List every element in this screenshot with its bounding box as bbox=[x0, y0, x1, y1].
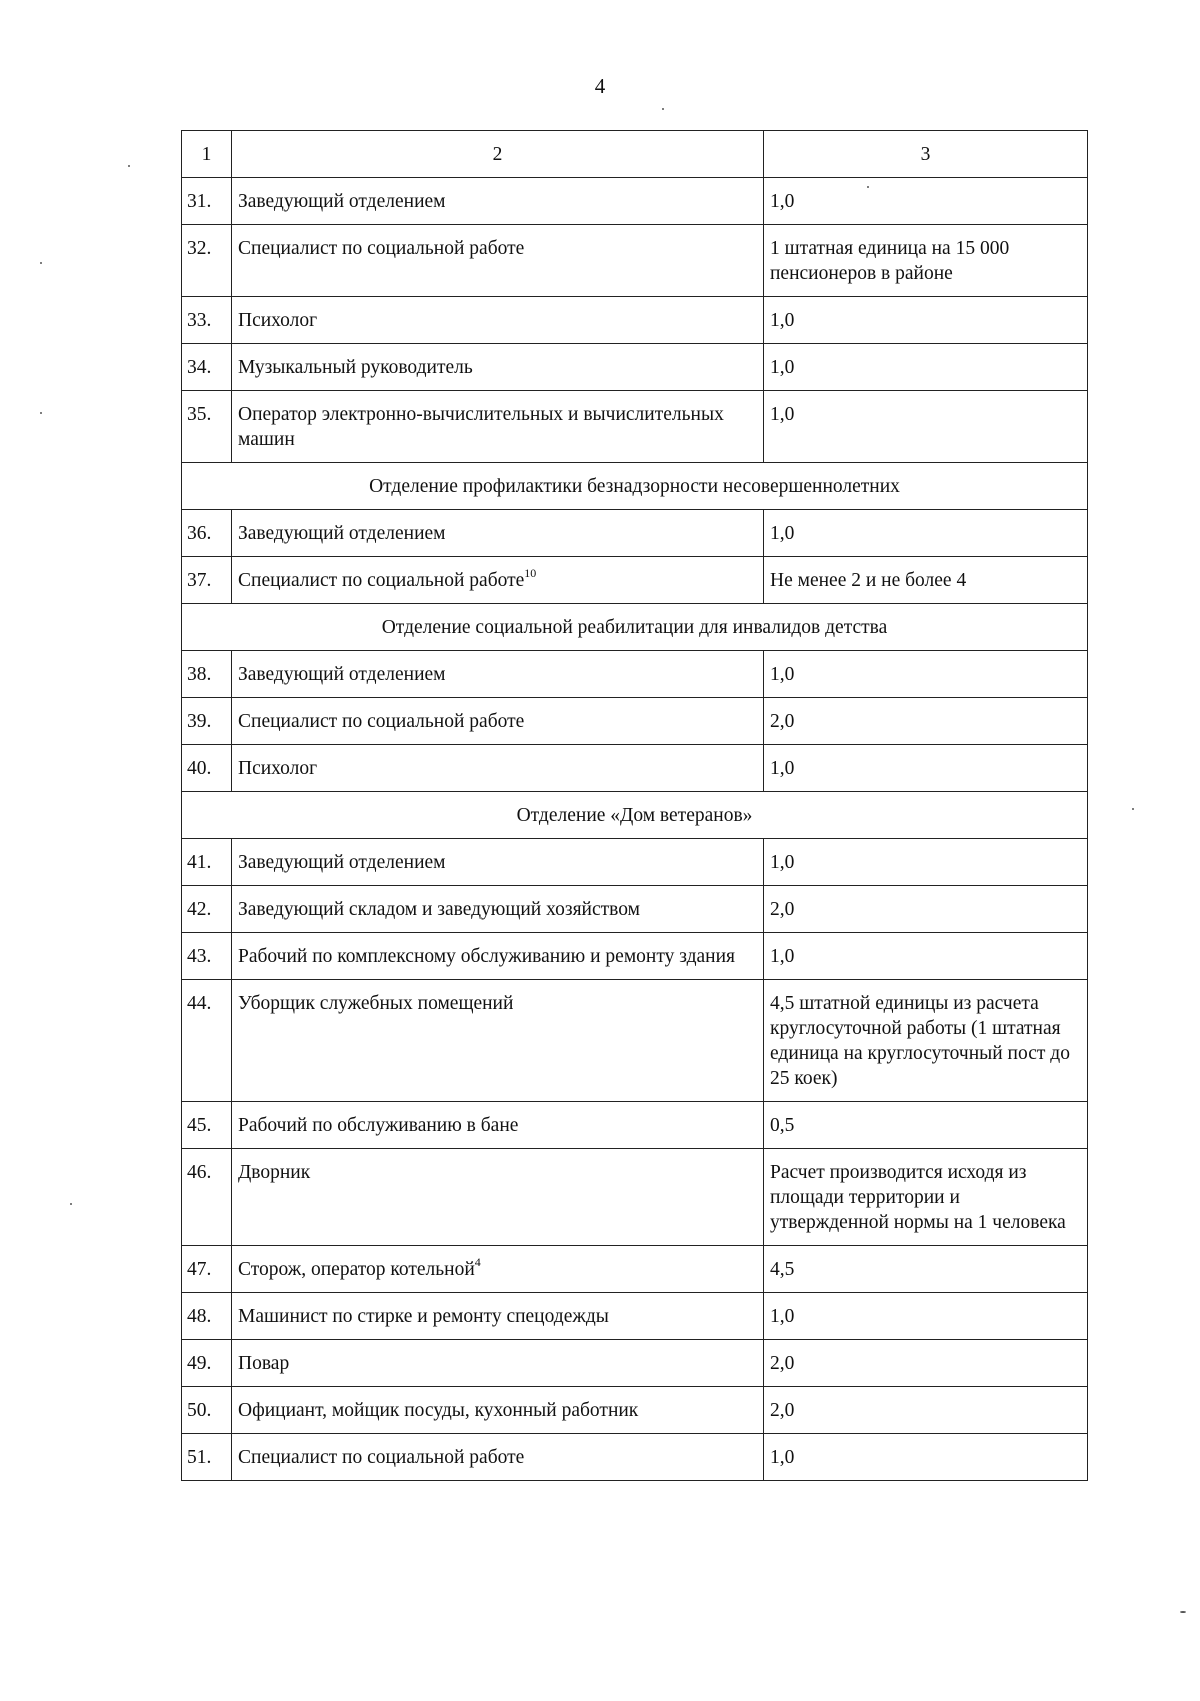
section-title: Отделение профилактики безнадзорности несовершеннолетних bbox=[182, 463, 1088, 510]
scan-speck bbox=[1180, 1611, 1186, 1613]
position-name: Заведующий отделением bbox=[238, 664, 446, 685]
table-row bbox=[182, 391, 1088, 463]
position-name-cell bbox=[232, 225, 764, 297]
table-row bbox=[182, 886, 1088, 933]
table-row bbox=[182, 839, 1088, 886]
header-row bbox=[182, 131, 1088, 178]
staff-norm: 0,5 bbox=[764, 1102, 1088, 1149]
row-number: 50. bbox=[182, 1387, 232, 1434]
section-title: Отделение «Дом ветеранов» bbox=[182, 792, 1088, 839]
position-name-cell bbox=[232, 178, 764, 225]
position-name: Дворник bbox=[238, 1162, 311, 1183]
row-number: 39. bbox=[182, 698, 232, 745]
row-number: 48. bbox=[182, 1293, 232, 1340]
row-number: 51. bbox=[182, 1434, 232, 1481]
position-name: Специалист по социальной работе bbox=[238, 711, 525, 732]
position-name: Машинист по стирке и ремонту спецодежды bbox=[238, 1306, 609, 1327]
staff-norm: 1,0 bbox=[764, 933, 1088, 980]
position-name-cell bbox=[232, 651, 764, 698]
page-number: 4 bbox=[594, 74, 606, 98]
table-row bbox=[182, 297, 1088, 344]
row-number: 33. bbox=[182, 297, 232, 344]
position-name-cell bbox=[232, 933, 764, 980]
position-name-cell bbox=[232, 510, 764, 557]
staff-norm: 1,0 bbox=[764, 839, 1088, 886]
scan-speck bbox=[128, 165, 130, 167]
position-name: Заведующий отделением bbox=[238, 191, 446, 212]
position-name: Психолог bbox=[238, 310, 318, 331]
position-name: Заведующий складом и заведующий хозяйством bbox=[238, 899, 640, 920]
position-name-cell bbox=[232, 839, 764, 886]
scan-speck bbox=[40, 412, 42, 414]
row-number: 44. bbox=[182, 980, 232, 1102]
table-row bbox=[182, 178, 1088, 225]
staff-norm: 2,0 bbox=[764, 886, 1088, 933]
staff-norm: 1,0 bbox=[764, 391, 1088, 463]
row-number: 38. bbox=[182, 651, 232, 698]
staff-norm: 1,0 bbox=[764, 297, 1088, 344]
table-row bbox=[182, 1434, 1088, 1481]
position-name-cell bbox=[232, 980, 764, 1102]
staff-norm: Не менее 2 и не более 4 bbox=[764, 557, 1088, 604]
row-number: 37. bbox=[182, 557, 232, 604]
position-name-cell bbox=[232, 1293, 764, 1340]
row-number: 32. bbox=[182, 225, 232, 297]
staff-norm: Расчет производится исходя из площади территории и утвержденной нормы на 1 человека bbox=[764, 1149, 1088, 1246]
row-number: 43. bbox=[182, 933, 232, 980]
staff-norm: 1,0 bbox=[764, 745, 1088, 792]
position-name-cell bbox=[232, 745, 764, 792]
staff-norm: 1,0 bbox=[764, 178, 1088, 225]
header-cell-number: 1 bbox=[182, 131, 232, 178]
table-row bbox=[182, 1102, 1088, 1149]
position-name: Психолог bbox=[238, 758, 318, 779]
scan-speck bbox=[1132, 808, 1134, 810]
table-row bbox=[182, 1246, 1088, 1293]
position-name-cell bbox=[232, 1102, 764, 1149]
position-name-cell bbox=[232, 1149, 764, 1246]
table-row bbox=[182, 510, 1088, 557]
table-body bbox=[182, 131, 1088, 1481]
position-name-cell bbox=[232, 344, 764, 391]
section-row bbox=[182, 463, 1088, 510]
table-row bbox=[182, 557, 1088, 604]
staff-norm: 1,0 bbox=[764, 510, 1088, 557]
table-row bbox=[182, 651, 1088, 698]
row-number: 42. bbox=[182, 886, 232, 933]
position-name: Официант, мойщик посуды, кухонный работник bbox=[238, 1400, 639, 1421]
row-number: 36. bbox=[182, 510, 232, 557]
row-number: 49. bbox=[182, 1340, 232, 1387]
table-row bbox=[182, 1293, 1088, 1340]
position-name-cell bbox=[232, 698, 764, 745]
staff-table bbox=[181, 130, 1088, 1481]
row-number: 40. bbox=[182, 745, 232, 792]
position-name: Рабочий по обслуживанию в бане bbox=[238, 1115, 519, 1136]
header-cell-norm: 3 bbox=[764, 131, 1088, 178]
position-name: Рабочий по комплексному обслуживанию и ремонту здания bbox=[238, 946, 736, 967]
table-row bbox=[182, 698, 1088, 745]
table-row bbox=[182, 980, 1088, 1102]
section-row bbox=[182, 792, 1088, 839]
staff-norm: 2,0 bbox=[764, 1340, 1088, 1387]
row-number: 47. bbox=[182, 1246, 232, 1293]
section-title: Отделение социальной реабилитации для инвалидов детства bbox=[182, 604, 1088, 651]
row-number: 35. bbox=[182, 391, 232, 463]
footnote-ref: 10 bbox=[524, 565, 537, 580]
position-name-cell bbox=[232, 391, 764, 463]
scan-speck bbox=[40, 262, 42, 264]
staff-norm: 2,0 bbox=[764, 1387, 1088, 1434]
footnote-ref: 4 bbox=[474, 1254, 481, 1269]
position-name-cell bbox=[232, 1340, 764, 1387]
position-name: Заведующий отделением bbox=[238, 852, 446, 873]
staff-norm: 4,5 bbox=[764, 1246, 1088, 1293]
row-number: 45. bbox=[182, 1102, 232, 1149]
row-number: 34. bbox=[182, 344, 232, 391]
position-name: Сторож, оператор котельной bbox=[238, 1259, 475, 1280]
row-number: 41. bbox=[182, 839, 232, 886]
staff-norm: 1,0 bbox=[764, 1434, 1088, 1481]
table-row bbox=[182, 225, 1088, 297]
staff-norm: 1,0 bbox=[764, 651, 1088, 698]
position-name: Специалист по социальной работе bbox=[238, 570, 525, 591]
position-name: Уборщик служебных помещений bbox=[238, 993, 514, 1014]
table-row bbox=[182, 1340, 1088, 1387]
table-row bbox=[182, 1387, 1088, 1434]
position-name: Специалист по социальной работе bbox=[238, 1447, 525, 1468]
position-name: Повар bbox=[238, 1353, 290, 1374]
scan-speck bbox=[70, 1203, 72, 1205]
position-name: Музыкальный руководитель bbox=[238, 357, 473, 378]
staff-norm: 4,5 штатной единицы из расчета круглосуточной работы (1 штатная единица на круглосуточный пост до 25 коек) bbox=[764, 980, 1088, 1102]
position-name-cell bbox=[232, 886, 764, 933]
staff-norm: 1,0 bbox=[764, 1293, 1088, 1340]
table-row bbox=[182, 933, 1088, 980]
position-name: Специалист по социальной работе bbox=[238, 238, 525, 259]
position-name-cell bbox=[232, 1246, 764, 1293]
header-cell-position: 2 bbox=[232, 131, 764, 178]
staff-norm: 2,0 bbox=[764, 698, 1088, 745]
section-row bbox=[182, 604, 1088, 651]
table-row bbox=[182, 745, 1088, 792]
position-name: Заведующий отделением bbox=[238, 523, 446, 544]
scan-speck bbox=[662, 108, 664, 110]
position-name-cell bbox=[232, 1387, 764, 1434]
position-name-cell bbox=[232, 297, 764, 344]
position-name-cell bbox=[232, 1434, 764, 1481]
table-row bbox=[182, 1149, 1088, 1246]
staff-norm: 1,0 bbox=[764, 344, 1088, 391]
staff-norm: 1 штатная единица на 15 000 пенсионеров в районе bbox=[764, 225, 1088, 297]
position-name: Оператор электронно-вычислительных и вычислительных машин bbox=[238, 404, 724, 450]
position-name-cell bbox=[232, 557, 764, 604]
scan-speck bbox=[867, 186, 869, 188]
row-number: 31. bbox=[182, 178, 232, 225]
row-number: 46. bbox=[182, 1149, 232, 1246]
table-row bbox=[182, 344, 1088, 391]
